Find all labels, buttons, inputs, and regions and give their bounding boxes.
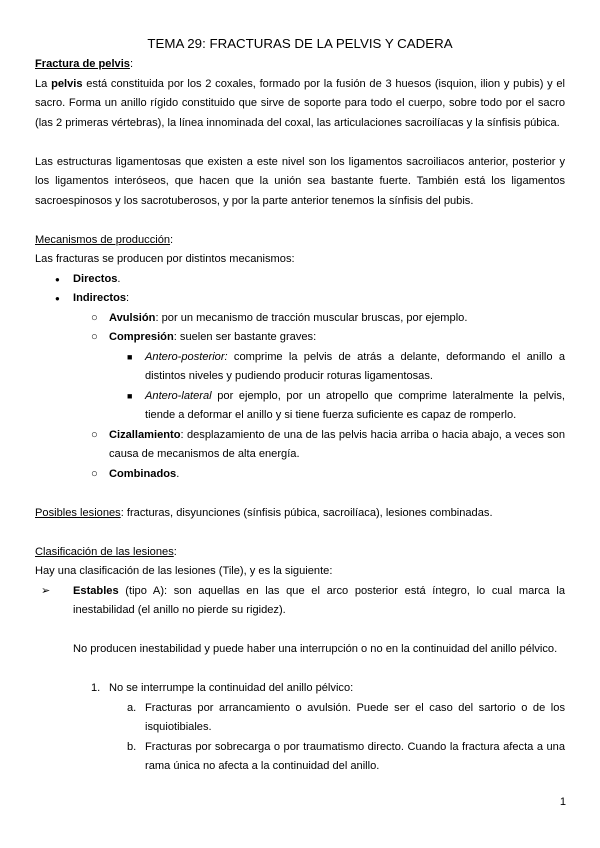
heading-lesiones: Posibles lesiones: [35, 506, 121, 519]
list-item: [35, 679, 565, 699]
section-fractura-heading: Fractura de pelvis:: [35, 58, 134, 70]
bullet-square-icon: ■: [127, 390, 133, 401]
bullet-circle-icon: ○: [91, 428, 98, 441]
list-item: [35, 426, 565, 465]
bullet-circle-icon: ○: [91, 331, 98, 343]
item-compresion: Compresión: [109, 331, 174, 343]
section-clasificacion-heading: Clasificación de las lesiones:: [35, 545, 177, 558]
number-marker: 1.: [91, 682, 101, 694]
page-number: 1: [559, 796, 566, 808]
heading-clasificacion: Clasificación de las lesiones: [35, 545, 174, 558]
mecanismos-intro: Las fracturas se producen por distintos mecanismos:: [35, 253, 295, 265]
item-antero-lateral: Antero-lateral: [145, 389, 212, 402]
letter-marker: b.: [127, 740, 137, 753]
list-item: [35, 582, 565, 621]
text-run: : desplazamiento de una de las pelvis hacia arriba o hacia abajo, a veces son causa de mecanismos de alta energía.: [109, 428, 565, 460]
item-a: Fracturas por arrancamiento o avulsión. Puede ser el caso del sartorio o de los isquiotibiales.: [145, 701, 565, 733]
list-item: ● Indirectos:: [35, 289, 565, 309]
text-run: : fracturas, disyunciones (sínfisis púbica, sacroilíaca), lesiones combinadas.: [120, 506, 493, 519]
paragraph-pelvis: [35, 75, 565, 134]
section-mecanismos-heading: Mecanismos de producción:: [35, 233, 174, 246]
clasificacion-intro: Hay una clasificación de las lesiones (Tile), y es la siguiente:: [35, 565, 333, 577]
list-item: [35, 309, 565, 329]
text-run: está constituida por los 2 coxales, formado por la fusión de 3 huesos (isquion, ilion y pubis) y el sacro. Forma un anillo rígido constituido que sirve de soporte para todo el cuerpo, sobre todo por el sacro (las 2 primeras vértebras), la línea innominada del coxal, las articulaciones sacroilíacas y la sínfisis púbica.: [35, 77, 566, 129]
text-run: por ejemplo, por un atropello que comprime lateralmente la pelvis, tiende a deformar el anillo y si tiene fuerza suficiente es capaz de romperlo.: [145, 389, 565, 421]
bold-term: pelvis: [51, 77, 83, 90]
arrow-bullet-icon: ➢: [41, 584, 51, 597]
list-item: ● Directos.: [35, 270, 565, 290]
heading-fractura: Fractura de pelvis: [35, 58, 130, 70]
item-antero-posterior: Antero-posterior:: [145, 350, 228, 363]
text-run: La: [35, 77, 52, 90]
item-avulsion: Avulsión: [109, 311, 156, 324]
bullet-dot-icon: ●: [55, 274, 60, 284]
list-item: [35, 348, 565, 387]
estables-note: No producen inestabilidad y puede haber una interrupción o no en la continuidad del anillo pélvico.: [73, 643, 558, 655]
text-run: : por un mecanismo de tracción muscular bruscas, por ejemplo.: [155, 311, 468, 324]
item-directos: Directos: [73, 272, 118, 285]
item-indirectos: Indirectos: [73, 292, 127, 304]
text-run: : suelen ser bastante graves:: [173, 331, 317, 343]
heading-mecanismos: Mecanismos de producción: [35, 233, 171, 246]
bullet-dot-icon: ●: [55, 294, 60, 303]
list-item: [35, 328, 565, 348]
item-b: Fracturas por sobrecarga o por traumatismo directo. Cuando la fractura afecta a una rama única no afecta a la continuidad del anillo.: [145, 740, 565, 772]
text-run: comprime la pelvis de atrás a delante, deformando el anillo a distintos niveles y pudiendo producir roturas ligamentosas.: [145, 350, 565, 382]
list-item: [35, 738, 565, 777]
list-item: [35, 387, 565, 426]
bullet-square-icon: ■: [127, 351, 133, 362]
text-run: (tipo A): son aquellas en las que el arco posterior está íntegro, lo cual marca la inestabilidad (el anillo no pierde su rigidez).: [73, 584, 565, 616]
section-lesiones: [35, 504, 565, 524]
bullet-circle-icon: ○: [91, 467, 98, 480]
item-estables: Estables: [73, 584, 119, 597]
bullet-circle-icon: ○: [91, 311, 98, 324]
page-content: [35, 33, 565, 777]
paragraph-ligamentos: Las estructuras ligamentosas que existen a este nivel son los ligamentos sacroiliacos anterior, posterior y los ligamentos interóseos, que hacen que la unión sea bastante fuerte. También está los ligamentos sacroespinosos y los sacrotuberosos, y por la parte anterior tenemos la sínfisis del pubis.: [35, 155, 565, 207]
letter-marker: a.: [127, 701, 137, 714]
item-cizallamiento: Cizallamiento: [109, 428, 181, 441]
item-combinados: Combinados: [109, 467, 177, 480]
item-1: No se interrumpe la continuidad del anillo pélvico:: [109, 682, 354, 694]
list-item: [35, 699, 565, 738]
page-title: TEMA 29: FRACTURAS DE LA PELVIS Y CADERA: [147, 36, 453, 51]
list-item: ○ Combinados.: [35, 465, 565, 485]
